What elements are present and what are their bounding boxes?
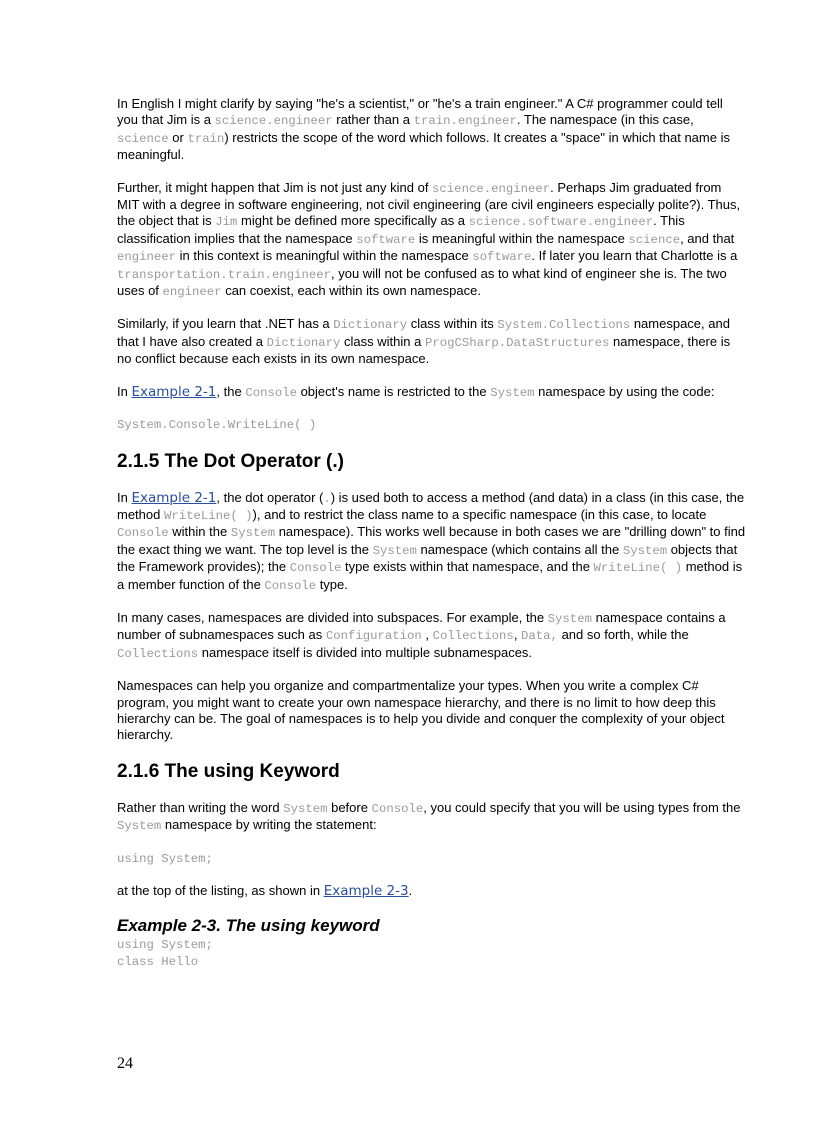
inline-code: train (187, 131, 225, 146)
page-number: 24 (117, 1055, 133, 1072)
inline-code: Collections (117, 646, 199, 661)
section-heading-dot-operator: 2.1.5 The Dot Operator (.) (117, 450, 344, 472)
paragraph-dot-operator: In Example 2-1, the dot operator (.) is used both to access a method (and data) in a class (in this case, the method WriteLine( )), and to restrict the class name to a specific namespace (in this case, to locate Console within the System namespace). This works well because in both cases we are "drilling down" to find the exact thing we want. The top level is the System namespace (which contains all the System objects that the Framework provides); the Console type exists within that namespace, and the WriteLine( ) method is a member function of the Console type. (117, 489, 746, 593)
inline-code: Dictionary (333, 318, 408, 333)
inline-code: software (356, 232, 416, 247)
inline-code: ProgCSharp.DataStructures (424, 335, 610, 350)
inline-code: System (283, 801, 328, 816)
page-body (117, 96, 747, 970)
section-heading-using-keyword: 2.1.6 The using Keyword (117, 760, 340, 782)
inline-code: science (117, 131, 169, 146)
example-2-1-link[interactable]: Example 2-1 (131, 383, 217, 400)
inline-code: Console (371, 801, 424, 816)
paragraph-using: Rather than writing the word System before Console, you could specify that you will be using types from the System namespace by writing the statement: (117, 799, 741, 834)
paragraph-organize: Namespaces can help you organize and compartmentalize your types. When you write a complex C# program, you might want to create your own namespace hierarchy, and there is no limit to how deep this hierarchy can be. The goal of namespaces is to help you divide and conquer the complexity of your object hierarchy. (117, 678, 725, 743)
inline-code: Configuration (325, 629, 422, 644)
code-block: System.Console.WriteLine( ) (117, 418, 317, 433)
inline-code: Console (264, 578, 317, 593)
paragraph-nested-namespace: Further, it might happen that Jim is not just any kind of science.engineer. Perhaps Jim graduated from MIT with a degree in software engineering, not civil engineering (are civil engineers especially polite?). Thus, the object that is Jim might be defined more specifically as a science.software.engineer. This classification implies that the namespace software is meaningful within the namespace science, and that engineer in this context is meaningful within the namespace software. If later you learn that Charlotte is a transportation.train.engineer, you will not be confused as to what kind of engineer she is. The two uses of engineer can coexist, each within its own namespace. (117, 179, 741, 300)
paragraph-top-of-listing: at the top of the listing, as shown in Example 2-3. (117, 883, 413, 899)
inline-code: engineer (162, 285, 222, 300)
paragraph-subspaces: In many cases, namespaces are divided into subspaces. For example, the System namespace contains a number of subnamespaces such as Configuration , Collections, Data, and so forth, while the Collections namespace itself is divided into multiple subnamespaces. (117, 609, 726, 661)
example-code-line: using System; (117, 938, 213, 953)
inline-code: software (472, 250, 532, 265)
example-code-line: class Hello (117, 954, 199, 969)
inline-code: Console (245, 385, 297, 400)
inline-code: science.engineer (214, 114, 333, 129)
inline-code: engineer (117, 250, 177, 265)
inline-code: Jim (215, 215, 238, 230)
inline-code: System (547, 611, 592, 626)
inline-code: transportation.train.engineer (117, 267, 332, 282)
example-title: Example 2-3. The using keyword (117, 916, 380, 936)
inline-code: System (117, 819, 162, 834)
inline-code: Data, (521, 629, 558, 644)
inline-code: science.software.engineer (468, 215, 654, 230)
example-2-1-link[interactable]: Example 2-1 (131, 489, 217, 506)
inline-code: Console (117, 526, 169, 541)
inline-code: System.Collections (497, 318, 631, 333)
inline-code: Dictionary (266, 335, 341, 350)
inline-code: Collections (432, 629, 514, 644)
inline-code: science.engineer (432, 181, 551, 196)
inline-code: System (230, 526, 276, 541)
paragraph-dictionary: Similarly, if you learn that .NET has a Dictionary class within its System.Collections namespace, and that I have also created a Dictionary class within a ProgCSharp.DataStructures namespace, there is no conflict because each exists in its own namespace. (117, 316, 731, 367)
inline-code: Console (289, 561, 342, 576)
code-block: using System; (117, 851, 213, 866)
paragraph-console-system: In Example 2-1, the Console object's name is restricted to the System namespace by using the code: (117, 383, 715, 400)
example-2-3-link[interactable]: Example 2-3 (323, 883, 409, 899)
inline-code: WriteLine( ) (593, 561, 683, 576)
inline-code: science (628, 232, 681, 247)
paragraph-namespace-intro: In English I might clarify by saying "he's a scientist," or "he's a train engineer." A C# programmer could tell you that Jim is a science.engineer rather than a train.engineer. The namespace (in this case, science or train) restricts the scope of the word which follows. It creates a "space" in which that name is meaningful. (117, 96, 730, 163)
inline-code: . (323, 491, 331, 506)
inline-code: System (622, 543, 668, 558)
inline-code: System (372, 543, 417, 558)
inline-code: train.engineer (413, 114, 517, 129)
inline-code: System (490, 385, 535, 400)
inline-code: WriteLine( ) (163, 508, 253, 523)
